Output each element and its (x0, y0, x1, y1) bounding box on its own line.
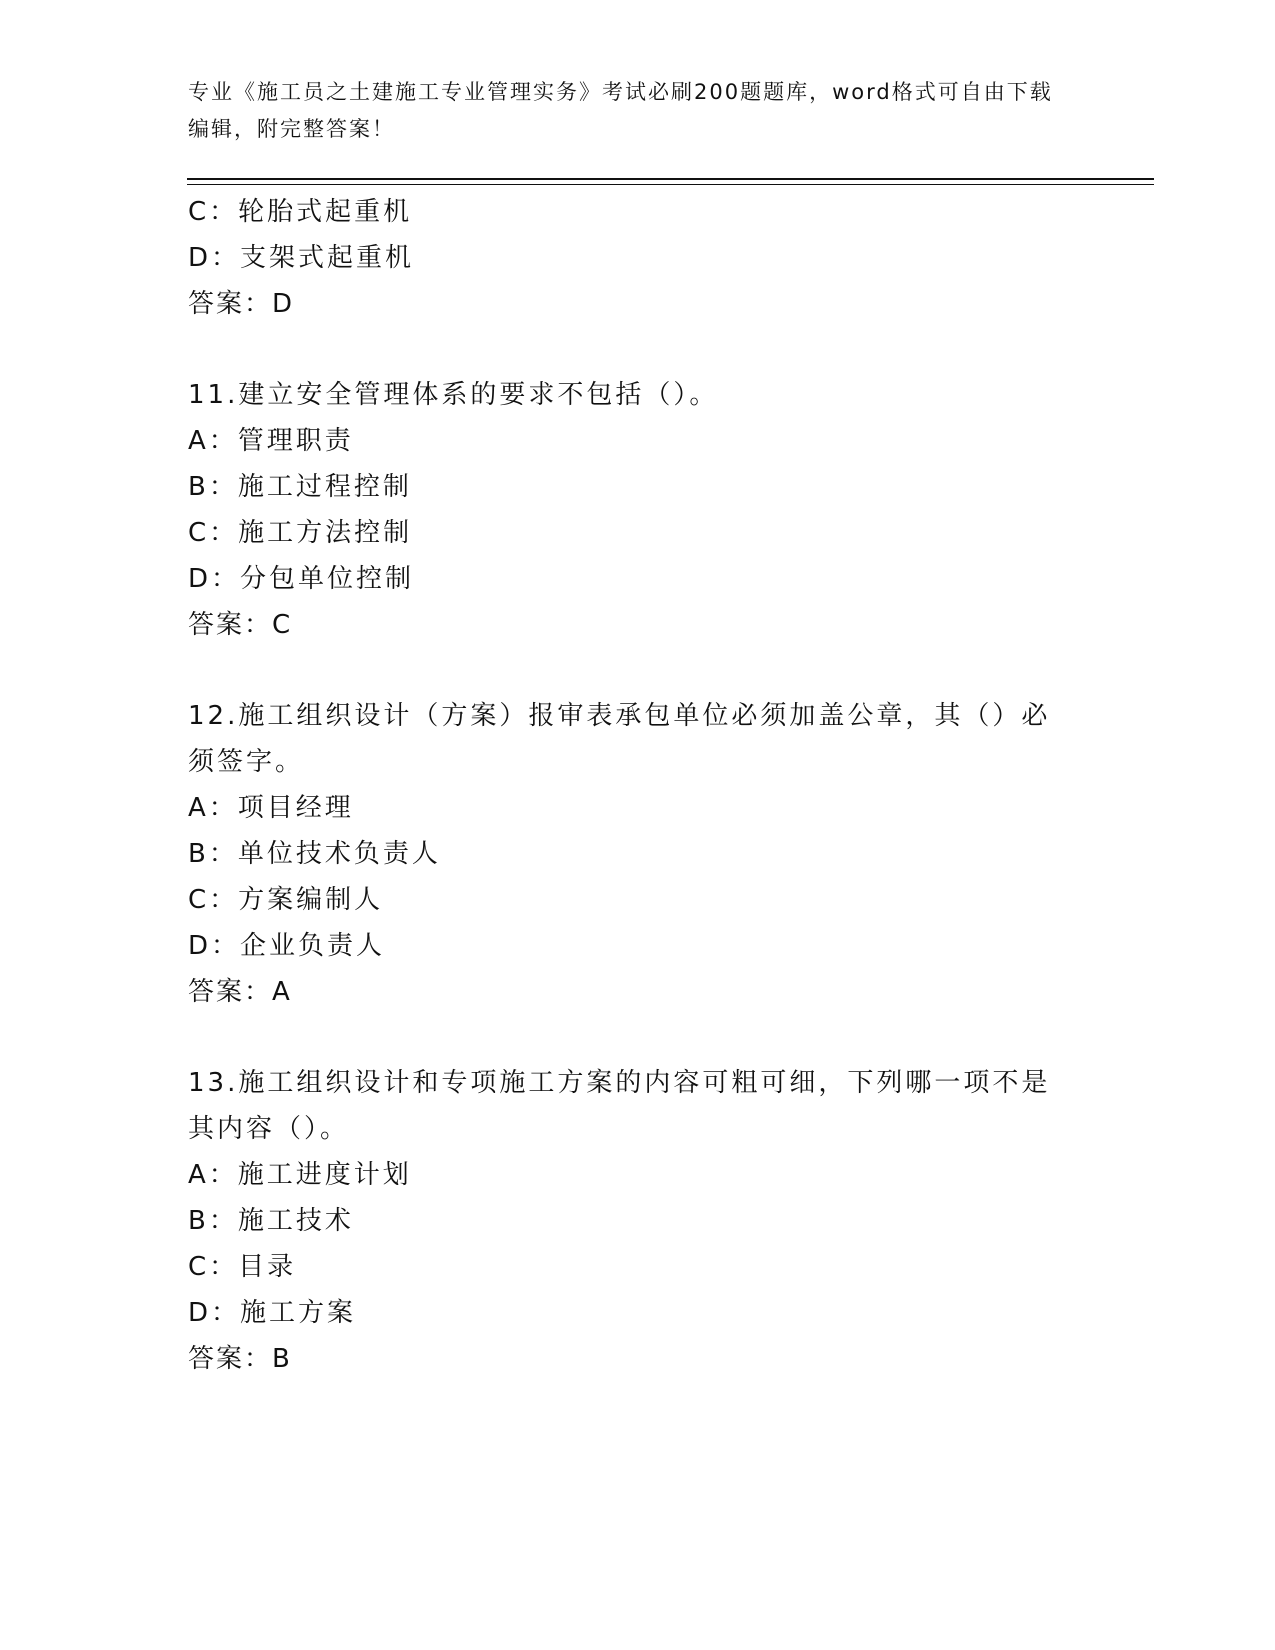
header-divider-thick (187, 178, 1154, 180)
option-c: C：轮胎式起重机 (188, 197, 413, 227)
answer-line: 答案：A (188, 977, 292, 1007)
answer-line: 答案：D (188, 289, 295, 319)
question-12 (188, 693, 1078, 1015)
option-b: B：施工过程控制 (188, 472, 412, 502)
question-content (188, 189, 1078, 1382)
option-d: D：企业负责人 (188, 931, 386, 961)
question-13 (188, 1060, 1078, 1382)
answer-line: 答案：B (188, 1344, 292, 1374)
option-a: A：管理职责 (188, 426, 354, 456)
option-d: D：支架式起重机 (188, 243, 415, 273)
page-header: 专业《施工员之土建施工专业管理实务》考试必刷200题题库，word格式可自由下载编辑，附完整答案！ (188, 80, 1053, 141)
option-d: D：分包单位控制 (188, 564, 415, 594)
option-d: D：施工方案 (188, 1298, 357, 1328)
option-c: C：目录 (188, 1252, 297, 1282)
option-b: B：施工技术 (188, 1206, 354, 1236)
answer-line: 答案：C (188, 610, 293, 640)
option-b: B：单位技术负责人 (188, 839, 441, 869)
option-c: C：施工方法控制 (188, 518, 413, 548)
question-11 (188, 372, 1078, 648)
question-stem: 11.建立安全管理体系的要求不包括（）。 (188, 380, 719, 410)
option-a: A：施工进度计划 (188, 1160, 412, 1190)
question-stem: 12.施工组织设计（方案）报审表承包单位必须加盖公章，其（）必须签字。 (188, 701, 1051, 777)
option-a: A：项目经理 (188, 793, 354, 823)
option-c: C：方案编制人 (188, 885, 384, 915)
previous-question-tail (188, 189, 1078, 327)
question-stem: 13.施工组织设计和专项施工方案的内容可粗可细，下列哪一项不是其内容（）。 (188, 1068, 1051, 1144)
header-divider-thin (187, 184, 1154, 185)
